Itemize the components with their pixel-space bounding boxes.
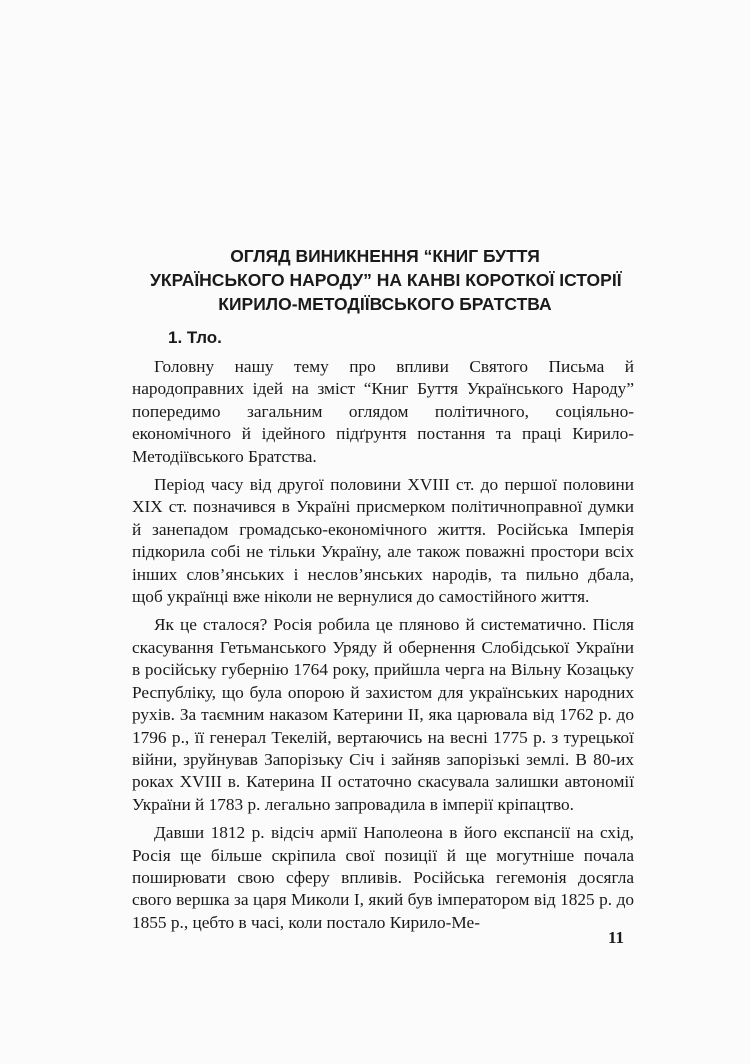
- title-line-3: КИРИЛО-МЕТОДІЇВСЬКОГО БРАТСТВА: [218, 294, 552, 314]
- page-number: 11: [608, 928, 625, 947]
- paragraph-2: Період часу від другої половини XVIII ст. до першої половини XIX ст. позначився в Україні присмерком політичноправної думки й занепадом громадсько-економічного життя. Російська Імперія підкорила собі не тільки Україну, але також поважні простори всіх інших слов’янських і неслов’янських народів, та пильно дбала, щоб українці вже ніколи не вернулися до самостійного життя.: [132, 475, 634, 607]
- title-line-2: УКРАЇНСЬКОГО НАРОДУ” НА КАНВІ КОРОТКОЇ ІСТОРІЇ: [150, 270, 622, 290]
- chapter-title: [150, 244, 620, 316]
- paragraph-4: Давши 1812 р. відсіч армії Наполеона в його експансії на схід, Росія ще більше скріпила свої позиції й ще могутніше почала поширювати свою сферу впливів. Російська гегемонія досягла свого вершка за царя Миколи I, який був імператором від 1825 р. до 1855 р., цебто в часі, коли постало Кирило-Ме-: [132, 823, 634, 932]
- section-heading: 1. Тло.: [168, 328, 222, 347]
- body-text: [132, 356, 634, 940]
- title-line-1: ОГЛЯД ВИНИКНЕННЯ “КНИГ БУТТЯ: [230, 246, 540, 266]
- paragraph-3: Як це сталося? Росія робила це пляново й систематично. Після скасування Гетьманського Уряду й обернення Слобідської України в російську губернію 1764 року, прийшла черга на Вільну Козацьку Республіку, що була опорою й захистом для українських народних рухів. За таємним наказом Катерини II, яка царювала від 1762 р. до 1796 р., її генерал Текелій, вертаючись на весні 1775 р. з турецької війни, зруйнував Запорізьку Січ і зайняв запорізькі землі. В 80-их роках XVIII в. Катерина II остаточно скасувала залишки автономії України й 1783 р. легально запровадила в імперії кріпацтво.: [132, 615, 634, 814]
- paragraph-1: Головну нашу тему про впливи Святого Письма й народоправних ідей на зміст “Книг Буття Українського Народу” попередимо загальним оглядом політичного, соціяльно-економічного й ідейного підґрунтя постання та праці Кирило-Методіївського Братства.: [132, 357, 634, 466]
